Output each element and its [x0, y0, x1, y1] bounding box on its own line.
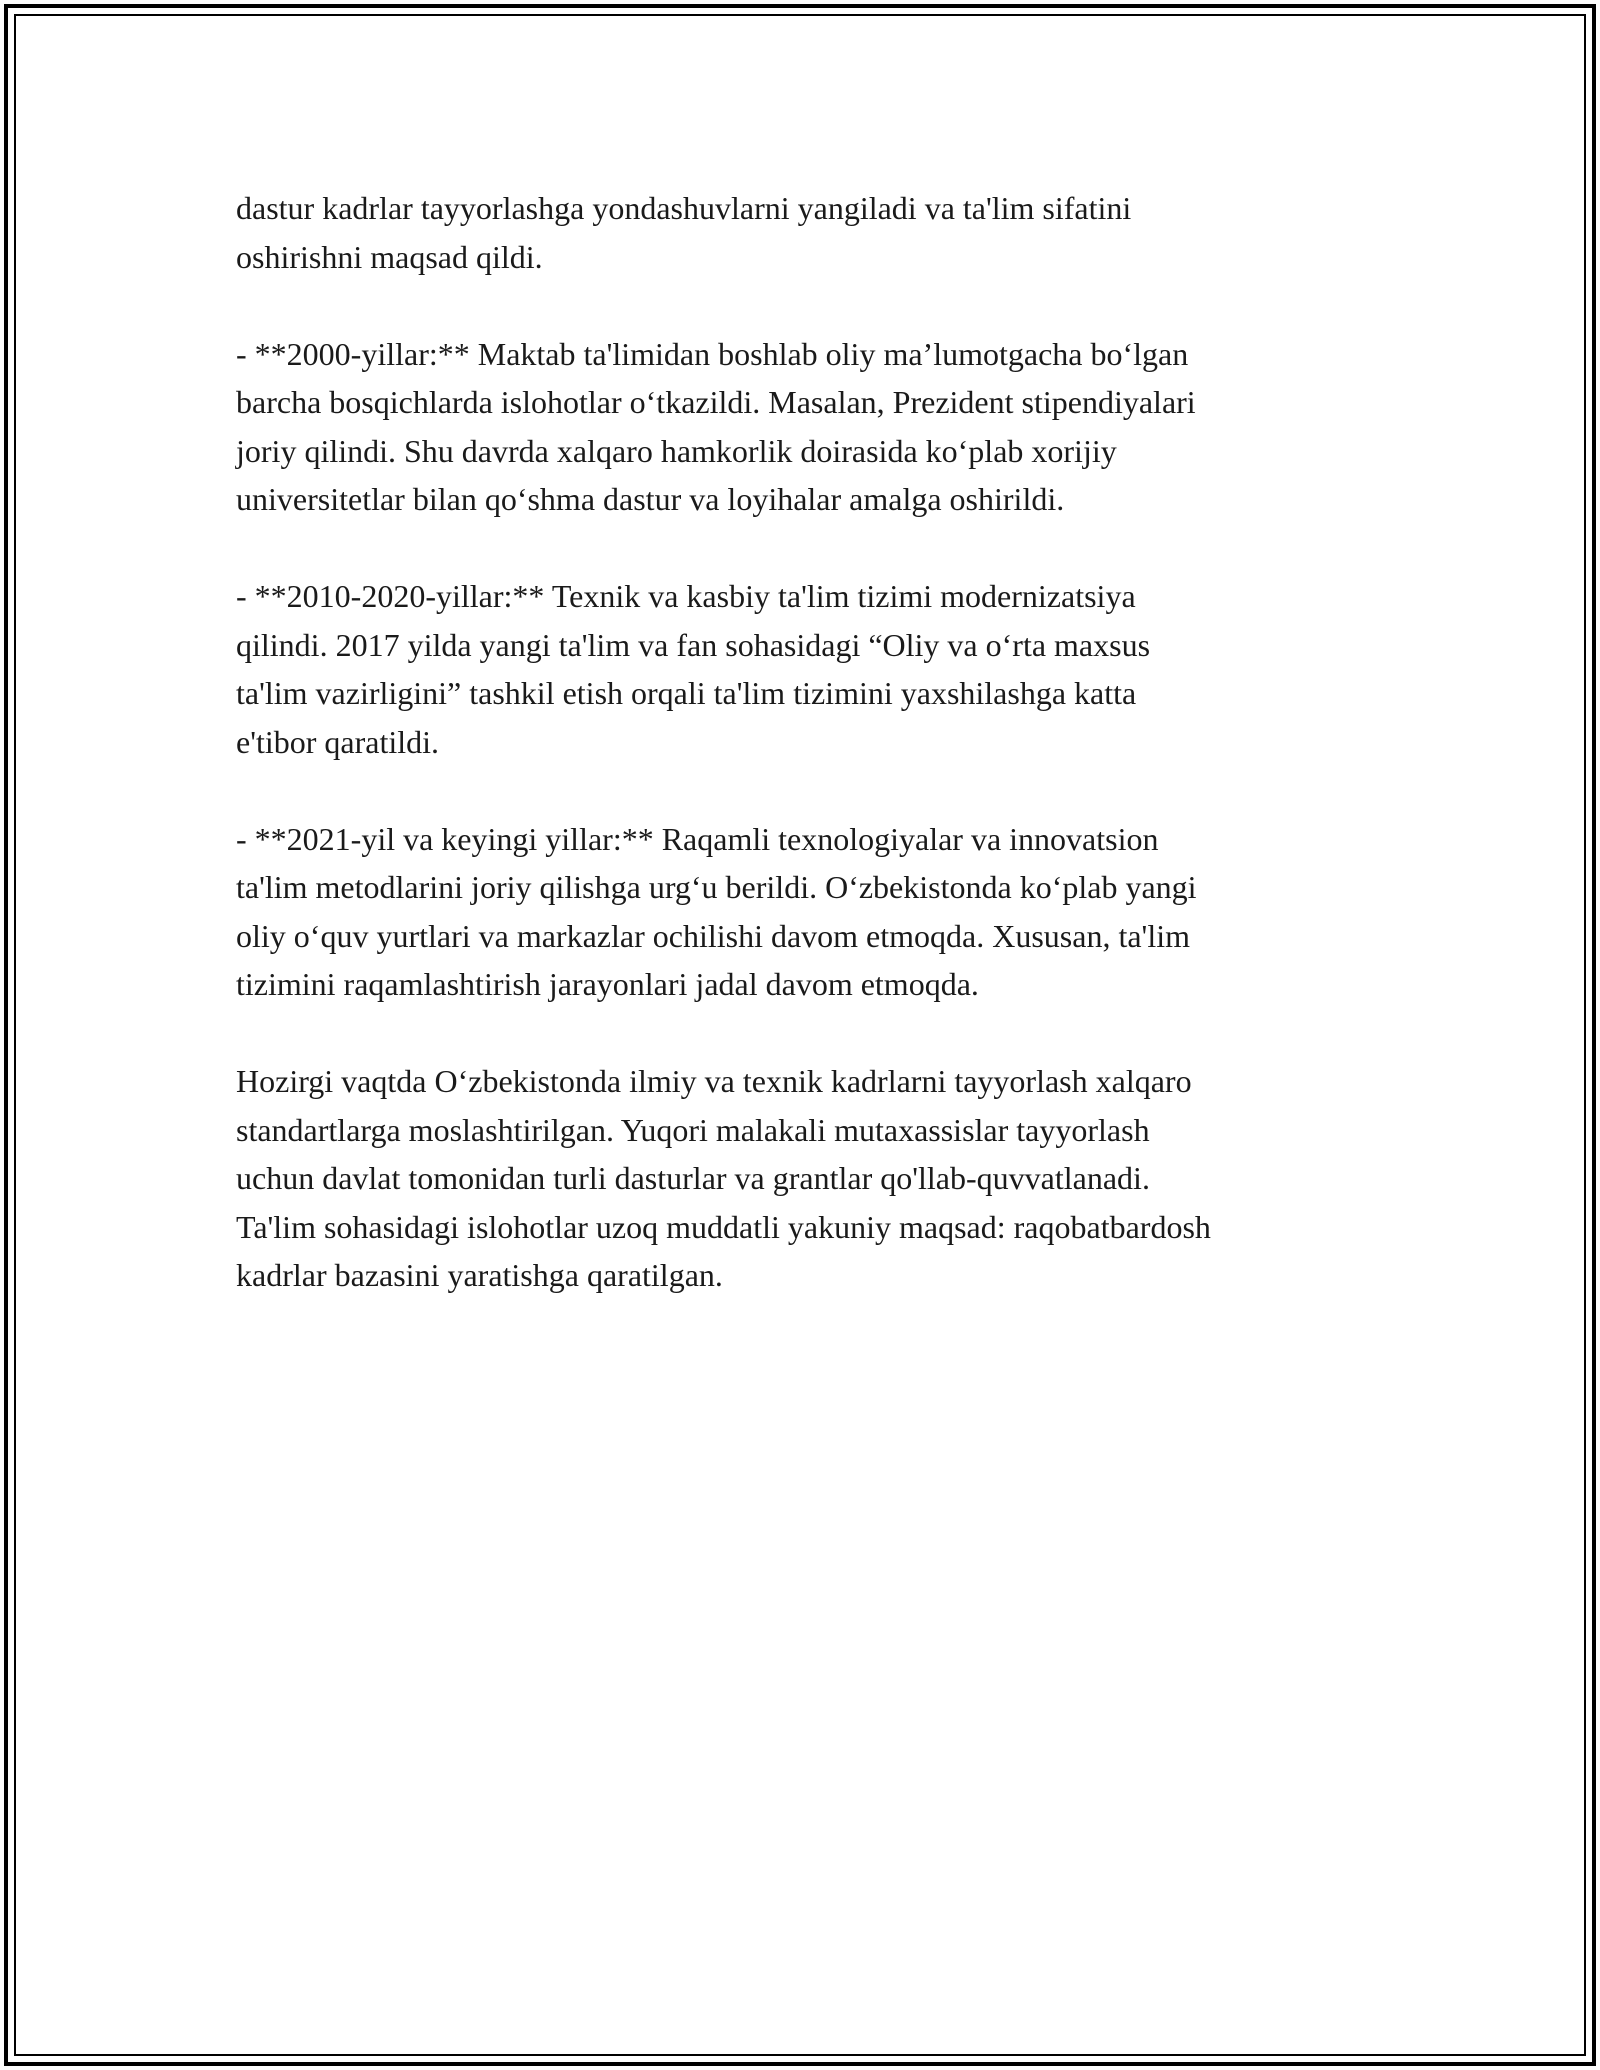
- paragraph-2000s: - **2000-yillar:** Maktab ta'limidan boshlab oliy ma’lumotgacha bo‘lgan barcha bosqichlarda islohotlar o‘tkazildi. Masalan, Prezident stipendiyalari joriy qilindi. Shu davrda xalqaro hamkorlik doirasida ko‘plab xorijiy universitetlar bilan qo‘shma dastur va loyihalar amalga oshirildi.: [236, 335, 1196, 517]
- paragraph-intro-continuation: dastur kadrlar tayyorlashga yondashuvlarni yangiladi va ta'lim sifatini oshirishni maqsad qildi.: [236, 190, 1132, 275]
- document-body: [236, 184, 1386, 1348]
- paragraph-2010-2020s: - **2010-2020-yillar:** Texnik va kasbiy ta'lim tizimi modernizatsiya qilindi. 2017 yilda yangi ta'lim va fan sohasidagi “Oliy va o‘rta maxsus ta'lim vazirligini” tashkil etish orqali ta'lim tizimini yaxshilashga katta e'tibor qaratildi.: [236, 578, 1151, 760]
- paragraph-2021-onwards: - **2021-yil va keyingi yillar:** Raqamli texnologiyalar va innovatsion ta'lim metodlarini joriy qilishga urg‘u berildi. O‘zbekistonda ko‘plab yangi oliy o‘quv yurtlari va markazlar ochilishi davom etmoqda. Xususan, ta'lim tizimini raqamlashtirish jarayonlari jadal davom etmoqda.: [236, 820, 1197, 1002]
- paragraph-conclusion: Hozirgi vaqtda O‘zbekistonda ilmiy va texnik kadrlarni tayyorlash xalqaro standartlarga moslashtirilgan. Yuqori malakali mutaxassislar tayyorlash uchun davlat tomonidan turli dasturlar va grantlar qo'llab-quvvatlanadi. Ta'lim sohasidagi islohotlar uzoq muddatli yakuniy maqsad: raqobatbardosh kadrlar bazasini yaratishga qaratilgan.: [236, 1063, 1211, 1293]
